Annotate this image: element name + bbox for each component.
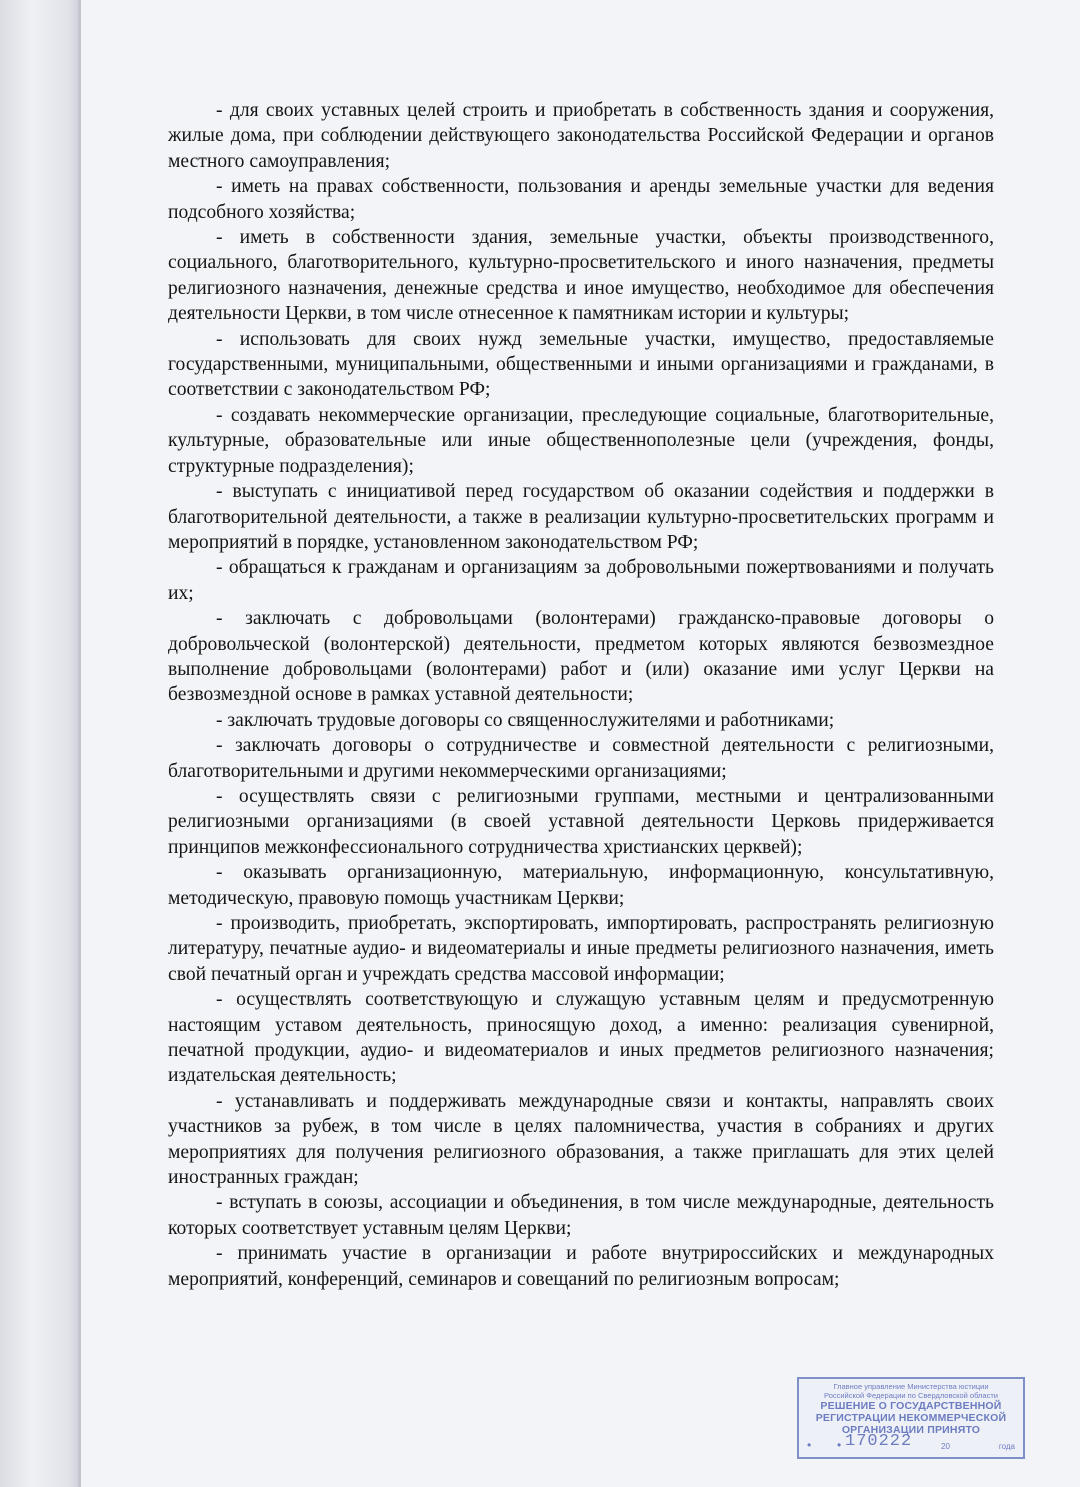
paragraph-2: - иметь на правах собственности, пользования и аренды земельные участки для ведения подсобного хозяйства; — [168, 176, 994, 223]
paragraph-15: - устанавливать и поддерживать международные связи и контакты, направлять своих участников за рубеж, в том числе в целях паломничества, участия в собраниях и других мероприятиях для получения религиозного образования, а также приглашать для этих целей иностранных граждан; — [168, 1090, 994, 1189]
paragraph-5: - создавать некоммерческие организации, преследующие социальные, благотворительные, культурные, образовательные или иные общественнополезные цели (учреждения, фонды, структурные подразделения); — [168, 404, 994, 477]
stamp-century: 20 — [941, 1442, 950, 1451]
paragraph-12: - оказывать организационную, материальную, информационную, консультативную, методическую, правовую помощь участникам Церкви; — [168, 862, 994, 909]
document-body — [168, 98, 994, 1292]
stamp-dot: • — [837, 1438, 842, 1452]
paragraph-16: - вступать в союзы, ассоциации и объединения, в том числе международные, деятельность которых соответствует уставным целям Церкви; — [168, 1192, 994, 1239]
stamp-year-label: года — [998, 1442, 1015, 1451]
paragraph-13: - производить, приобретать, экспортировать, импортировать, распространять религиозную литературу, печатные аудио- и видеоматериалы и иные предметы религиозного назначения, иметь свой печатный орган и учреждать средства массовой информации; — [168, 913, 994, 985]
stamp-line-1: Главное управление Министерства юстиции — [833, 1382, 989, 1391]
stamp-line-5: ОРГАНИЗАЦИИ ПРИНЯТО — [841, 1424, 981, 1436]
paragraph-7: - обращаться к гражданам и организациям за добровольными пожертвованиями и получать их; — [168, 557, 994, 604]
stamp-date: 170222 — [845, 1432, 913, 1451]
binding-spine — [0, 0, 80, 1487]
stamp-line-3: РЕШЕНИЕ О ГОСУДАРСТВЕННОЙ — [820, 1400, 1002, 1412]
paragraph-11: - осуществлять связи с религиозными группами, местными и централизованными религиозными организациями (в своей уставной деятельности Церковь придерживается принципов межконфессионального сотрудничества христианских церквей); — [168, 785, 994, 858]
stamp-date-row — [805, 1432, 1017, 1454]
paragraph-3: - иметь в собственности здания, земельные участки, объекты производственного, социального, благотворительного, культурно-просветительского и иного назначения, предметы религиозного назначения, денежные средства и иное имущество, необходимое для обеспечения деятельности Церкви, в том числе отнесенное к памятникам истории и культуры; — [168, 227, 994, 325]
paragraph-8: - заключать с добровольцами (волонтерами) гражданско-правовые договоры о добровольческой (волонтерской) деятельности, предметом которых являются безвозмездное выполнение добровольцами (волонтерами) работ и (или) оказание ими услуг Церкви на безвозмездной основе в рамках уставной деятельности; — [168, 608, 994, 706]
stamp-line-4: РЕГИСТРАЦИИ НЕКОММЕРЧЕСКОЙ — [815, 1412, 1007, 1424]
paragraph-17: - принимать участие в организации и работе внутрироссийских и международных мероприятий, конференций, семинаров и совещаний по религиозным вопросам; — [168, 1243, 994, 1290]
stamp-dot: • — [807, 1438, 812, 1452]
paragraph-9: - заключать трудовые договоры со священнослужителями и работниками; — [216, 709, 835, 731]
paragraph-6: - выступать с инициативой перед государством об оказании содействия и поддержки в благотворительной деятельности, а также в реализации культурно-просветительских программ и мероприятий в порядке, установленном законодательством РФ; — [168, 481, 994, 553]
paragraph-1: - для своих уставных целей строить и приобретать в собственность здания и сооружения, жилые дома, при соблюдении действующего законодательства Российской Федерации и органов местного самоуправления; — [168, 100, 994, 172]
stamp-line-2: Российской Федерации по Свердловской области — [824, 1391, 998, 1400]
paragraph-4: - использовать для своих нужд земельные участки, имущество, предоставляемые государственными, муниципальными, общественными и иными организациями и гражданами, в соответствии с законодательством РФ; — [168, 328, 994, 401]
paragraph-14: - осуществлять соответствующую и служащую уставным целям и предусмотренную настоящим уставом деятельность, приносящую доход, а именно: реализация сувенирной, печатной продукции, аудио- и видеоматериалов и иных предметов религиозного назначения; издательская деятельность; — [168, 989, 994, 1087]
paragraph-10: - заключать договоры о сотрудничестве и совместной деятельности с религиозными, благотворительными и другими некоммерческими организациями; — [168, 735, 994, 782]
registration-stamp — [797, 1377, 1025, 1459]
